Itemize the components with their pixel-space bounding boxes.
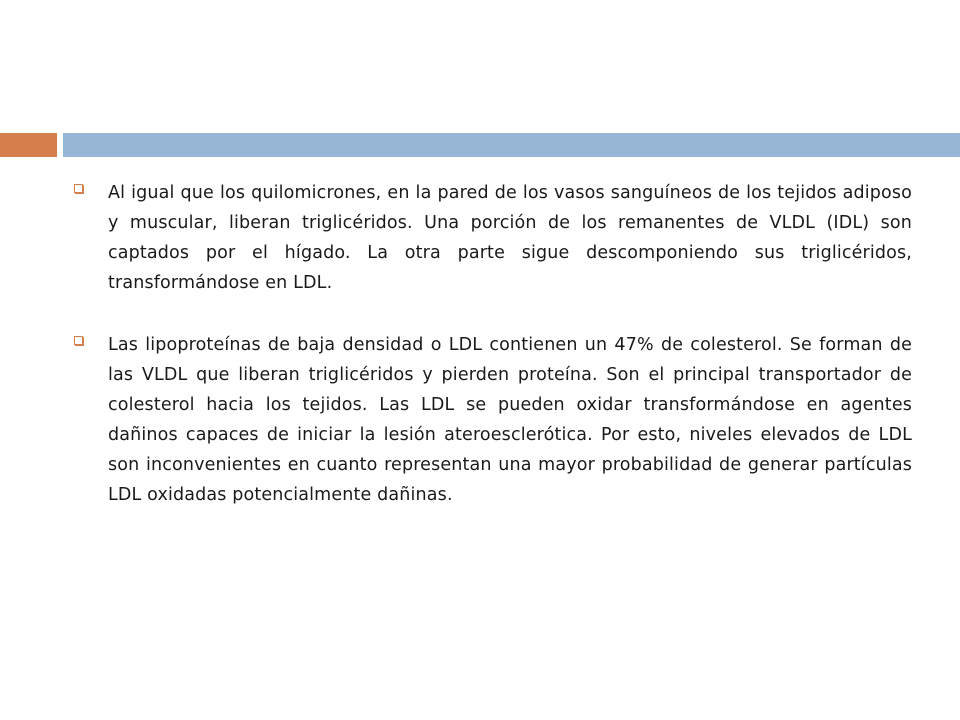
bullet-item — [74, 178, 912, 298]
bullet-item — [74, 330, 912, 510]
header-accent-bar — [0, 133, 57, 157]
slide-content — [74, 178, 912, 542]
header-bar — [63, 133, 960, 157]
bullet-marker — [74, 330, 108, 345]
bullet-text: Al igual que los quilomicrones, en la pared de los vasos sanguíneos de los tejidos adiposo y muscular, liberan triglicéridos. Una porción de los remanentes de VLDL (IDL) son captados por el hígado. La otra parte sigue descomponiendo sus triglicéridos, transformándose en LDL. — [108, 183, 912, 293]
square-bullet-icon — [74, 336, 83, 345]
square-bullet-icon — [74, 184, 83, 193]
bullet-marker — [74, 178, 108, 193]
bullet-text: Las lipoproteínas de baja densidad o LDL contienen un 47% de colesterol. Se forman de las VLDL que liberan triglicéridos y pierden proteína. Son el principal transportador de colesterol hacia los tejidos. Las LDL se pueden oxidar transformándose en agentes dañinos capaces de iniciar la lesión ateroesclerótica. Por esto, niveles elevados de LDL son inconvenientes en cuanto representan una mayor probabilidad de generar partículas LDL oxidadas potencialmente dañinas. — [108, 335, 912, 505]
